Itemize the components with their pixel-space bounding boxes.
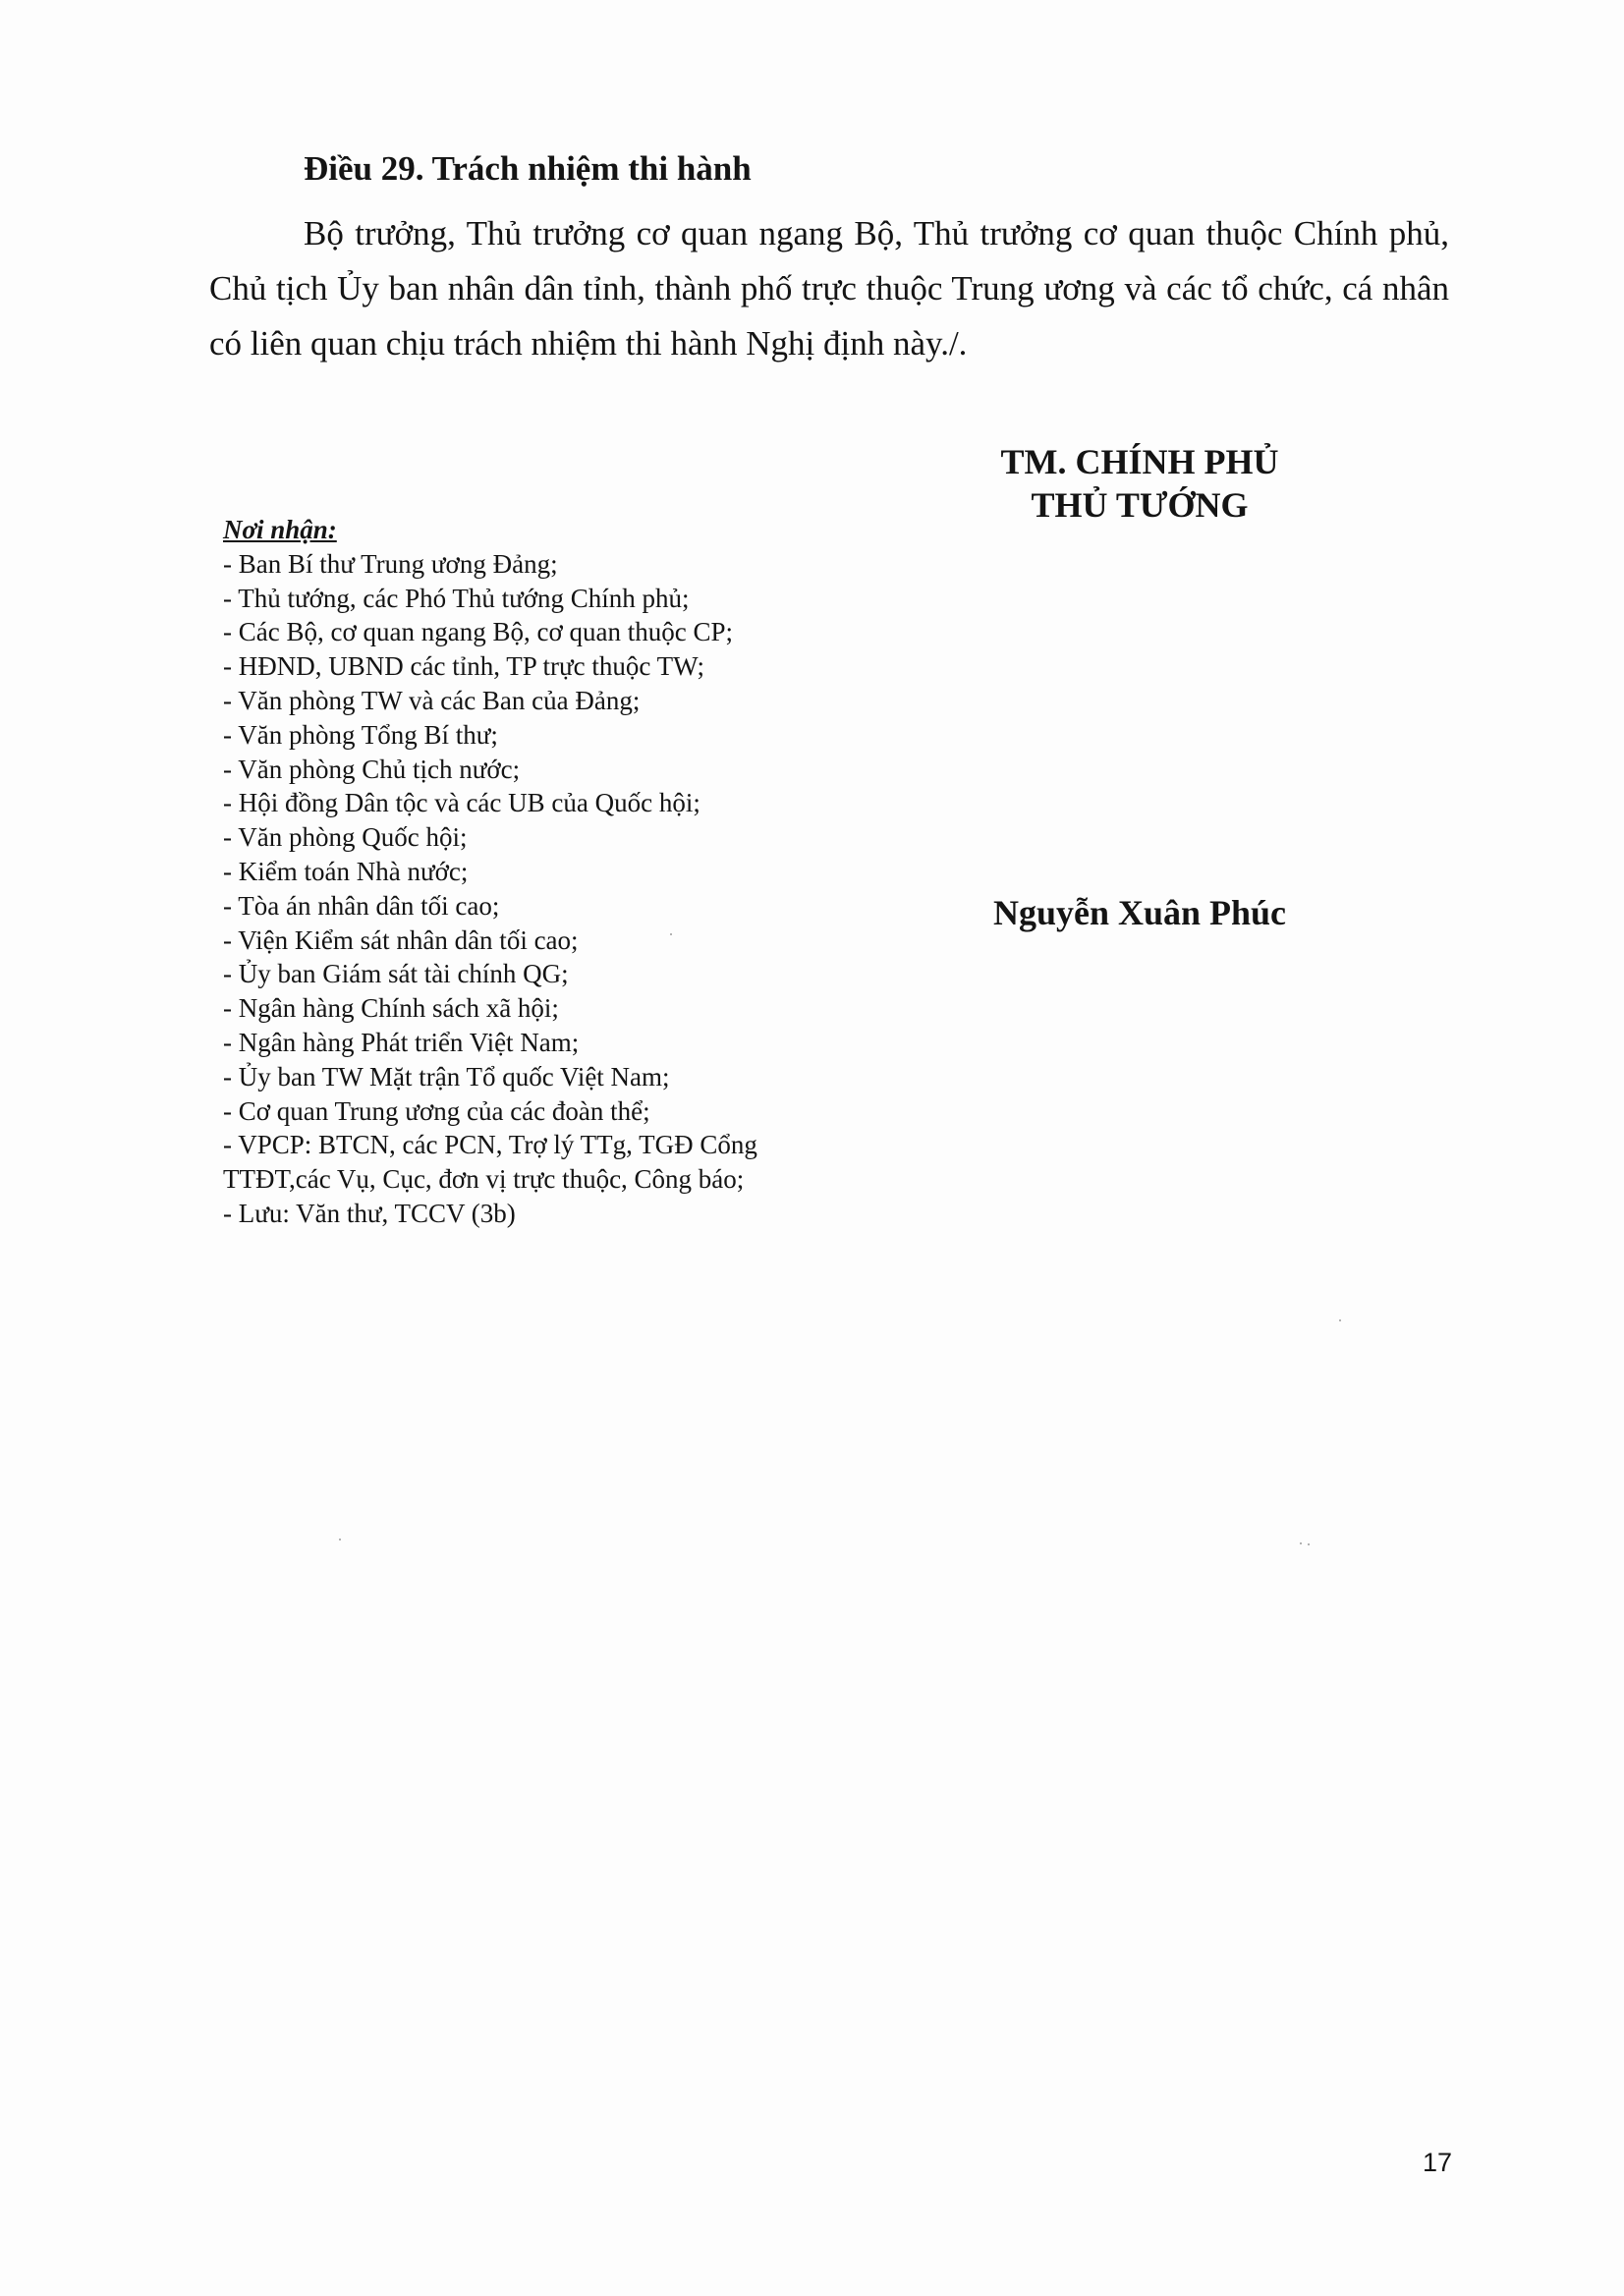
recipient-item: - Ngân hàng Chính sách xã hội; [223, 993, 559, 1024]
scan-speck [670, 933, 672, 935]
article-heading: Điều 29. Trách nhiệm thi hành [304, 149, 752, 188]
recipients-title: Nơi nhận: [223, 515, 337, 544]
scan-speck [1308, 1543, 1310, 1545]
signature-org: TM. CHÍNH PHỦ [1000, 442, 1279, 481]
article-body: Bộ trưởng, Thủ trưởng cơ quan ngang Bộ, Thủ trưởng cơ quan thuộc Chính phủ, Chủ tịch Ủy ban nhân dân tỉnh, thành phố trực thuộc Trung ương và các tổ chức, cá nhân có liên quan chịu trách nhiệm thi hành Nghị định này./. [209, 214, 1449, 363]
recipient-item: - Viện Kiểm sát nhân dân tối cao; [223, 924, 579, 955]
recipient-item: - Văn phòng Quốc hội; [223, 822, 468, 853]
recipient-item: - HĐND, UBND các tỉnh, TP trực thuộc TW; [223, 651, 705, 682]
page-number: 17 [1423, 2148, 1453, 2177]
scan-speck [339, 1539, 341, 1540]
recipient-item: - Ban Bí thư Trung ương Đảng; [223, 548, 558, 579]
recipient-item: - Ủy ban TW Mặt trận Tổ quốc Việt Nam; [223, 1061, 670, 1092]
recipient-item: - Văn phòng TW và các Ban của Đảng; [223, 685, 641, 715]
recipients-list [223, 513, 852, 1231]
signature-title: THỦ TƯỚNG [1031, 485, 1249, 525]
recipient-item: - Các Bộ, cơ quan ngang Bộ, cơ quan thuộc CP; [223, 617, 733, 647]
recipient-item: - Ngân hàng Phát triển Việt Nam; [223, 1027, 580, 1057]
scan-speck [1300, 1542, 1302, 1544]
recipient-item: - Hội đồng Dân tộc và các UB của Quốc hội; [223, 788, 700, 818]
signer-name: Nguyễn Xuân Phúc [992, 893, 1287, 932]
recipient-item: - VPCP: BTCN, các PCN, Trợ lý TTg, TGĐ Cổng TTĐT,các Vụ, Cục, đơn vị trực thuộc, Công báo; [223, 1130, 757, 1195]
recipient-item: - Văn phòng Chủ tịch nước; [223, 754, 521, 784]
recipients-items [223, 547, 852, 1231]
recipient-item: - Văn phòng Tổng Bí thư; [223, 719, 498, 750]
scan-speck [1339, 1319, 1341, 1321]
recipient-item: - Tòa án nhân dân tối cao; [223, 890, 500, 921]
recipient-item: - Ủy ban Giám sát tài chính QG; [223, 959, 569, 989]
recipient-item: - Cơ quan Trung ương của các đoàn thể; [223, 1095, 650, 1126]
recipient-item: - Lưu: Văn thư, TCCV (3b) [223, 1198, 516, 1228]
recipient-item: - Kiểm toán Nhà nước; [223, 856, 469, 886]
signature-block [884, 440, 1395, 527]
recipient-item: - Thủ tướng, các Phó Thủ tướng Chính phủ; [223, 583, 690, 613]
